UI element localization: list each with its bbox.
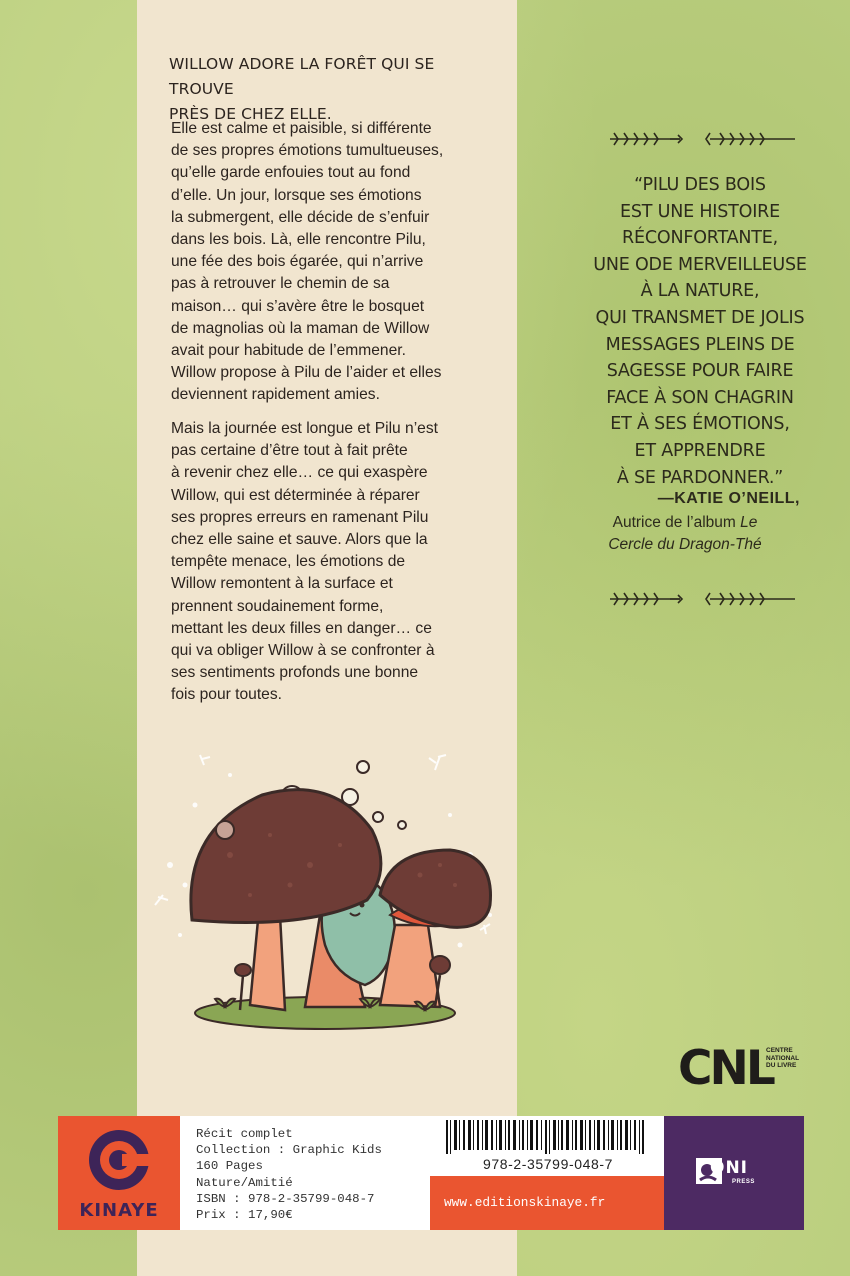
cnl-letters: CNL [678, 1041, 773, 1096]
book-info-box [180, 1116, 430, 1230]
info-line: Collection : Graphic Kids [196, 1143, 382, 1158]
info-line: Récit complet [196, 1127, 293, 1141]
arrow-ornament-top [600, 130, 800, 148]
review-author-role [560, 512, 810, 556]
role-title-part-1: Le [740, 514, 758, 531]
cnl-subtitle: CENTRE NATIONAL DU LIVRE [766, 1047, 800, 1069]
info-line: Nature/Amitié [196, 1175, 293, 1190]
info-line: 160 Pages [196, 1159, 263, 1174]
intro-heading: WILLOW ADORE LA FORÊT QUI SE TROUVE PRÈS DE CHEZ ELLE. [169, 55, 435, 123]
oni-wordmark: ONI [710, 1158, 749, 1178]
book-info-list [196, 1126, 382, 1223]
barcode-number: 978-2-35799-048-7 [482, 1156, 614, 1172]
review-author: —KATIE O’NEILL, [657, 490, 800, 507]
barcode-bars-icon [430, 1116, 664, 1156]
oni-press-label: PRESS [732, 1179, 755, 1185]
website-box [430, 1176, 664, 1230]
role-title-part-2: Cercle du Dragon-Thé [608, 536, 762, 553]
info-line: ISBN : 978-2-35799-048-7 [196, 1191, 375, 1206]
synopsis-paragraph-1: Elle est calme et paisible, si différente de ses propres émotions tumultueuses, qu’elle garde enfouies tout au fond d’elle. Un jour, lorsque ses émotions la submergent, elle décide de s’enfuir dans les bois. Là, elle rencontre Pilu, une fée des bois égarée, qui n’arrive pas à retrouver le chemin de sa maison… qui s’avère être le bosquet de magnolias où la maman de Willow avait pour habitude de l’emmener. Willow propose à Pilu de l’aider et elles deviennent rapidement amies. [171, 120, 444, 404]
info-line: Prix : 17,90€ [196, 1208, 293, 1223]
kinaye-symbol-icon [58, 1116, 180, 1200]
website-link[interactable]: www.editionskinaye.fr [444, 1195, 606, 1210]
cnl-logo [678, 1040, 798, 1100]
role-prefix: Autrice de l’album [612, 514, 736, 531]
synopsis-paragraph-2: Mais la journée est longue et Pilu n’est pas certaine d’être tout à fait prête à revenir chez elle… ce qui exaspère Willow, qui est déterminée à réparer ses propres erreurs en ramenant Pilu chez elle saine et sauve. Alors que la tempête menace, les émotions de Willow remontent à la surface et prennent soudainement forme, mettant les deux filles en danger… ce qui va obliger Willow à se confronter à ses sentiments profonds une bonne fois pour toutes. [171, 420, 438, 704]
mushroom-illustration [140, 745, 510, 1035]
kinaye-wordmark: KINAYE [79, 1200, 159, 1221]
review-quote: “PILU DES BOIS EST UNE HISTOIRE RÉCONFORTANTE, UNE ODE MERVEILLEUSE À LA NATURE, QUI TRANSMET DE JOLIS MESSAGES PLEINS DE SAGESSE POUR FAIRE FACE À SON CHAGRIN ET À SES ÉMOTIONS, ET APPRENDRE À SE PARDONNER.” [593, 175, 807, 488]
oni-press-logo [664, 1116, 804, 1230]
arrow-ornament-bottom [600, 590, 800, 608]
kinaye-logo [58, 1116, 180, 1230]
